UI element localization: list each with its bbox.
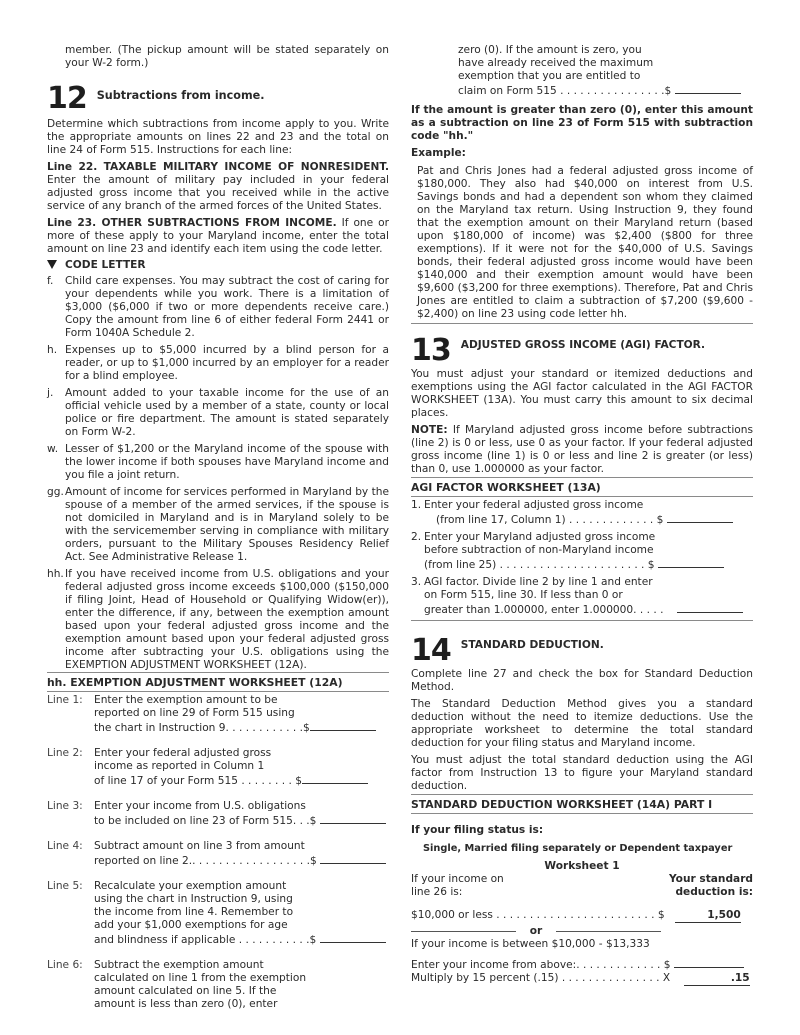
worksheet-13a xyxy=(411,477,753,621)
section-12-header xyxy=(47,81,389,116)
agi-line-2-field[interactable] xyxy=(658,557,724,568)
worksheet-title: hh. EXEMPTION ADJUSTMENT WORKSHEET (12A) xyxy=(47,673,389,692)
section-14-p3: You must adjust the total standard deduction using the AGI factor from Instruction 13 to figure your Maryland standard deduction. xyxy=(411,754,753,792)
code-text: Child care expenses. You may subtract the cost of caring for your dependents while you work. There is a limitation of $3,000 ($6,000 if two or more dependents receive care.) Copy the amount from line 6 of either federal Form 2441 or Form 1040A Schedule 2. xyxy=(65,275,389,339)
code-letter-heading: CODE LETTER xyxy=(47,259,389,272)
worksheet-line-3: Line 3: Enter your income from U.S. obligations to be included on line 23 of Form 515. . .$ xyxy=(47,800,389,828)
worksheet-line-2: Line 2: Enter your federal adjusted gross income as reported in Column 1 of line 17 of your Form 515 . . . . . . . . $ xyxy=(47,747,389,788)
section-13-note: NOTE: If Maryland adjusted gross income before subtractions (line 2) is 0 or less, use 0 as your factor. If your federal adjusted gross income (line 1) is 0 or less and line 2 is greater (or less) than 0, use 1.000000 as your factor. xyxy=(411,424,753,475)
section-14-header xyxy=(411,633,753,668)
line-22-text: Enter the amount of military pay included in your federal adjusted gross income that you received while in the active service of any branch of the armed forces of the United States. xyxy=(47,174,389,212)
intro-continuation: member. (The pickup amount will be stated separately on your W-2 form.) xyxy=(65,44,389,69)
code-letter: gg. xyxy=(47,486,64,498)
multiplier-value: .15 xyxy=(684,972,750,986)
line-22-paragraph xyxy=(47,161,389,213)
line-22-heading: Line 22. TAXABLE MILITARY INCOME OF NONRESIDENT. xyxy=(47,161,389,173)
section-14 xyxy=(411,633,753,793)
section-14-p2: The Standard Deduction Method gives you a standard deduction without the need to itemize deductions. Use the appropriate worksheet to determine the total standard deduction for your filing status and Maryland income. xyxy=(411,698,753,749)
section-14-p1: Complete line 27 and check the box for Standard Deduction Method. xyxy=(411,668,753,693)
code-item-j xyxy=(47,387,389,439)
income-range-label: If your income is between $10,000 - $13,333 xyxy=(411,938,650,950)
section-title: ADJUSTED GROSS INCOME (AGI) FACTOR. xyxy=(460,339,706,351)
agi-item-2: 2. Enter your Maryland adjusted gross income before subtraction of non-Maryland income (from line 25) . . . . . . . . . . . . . . . . . . . . . . $ xyxy=(411,531,753,572)
section-title: Subtractions from income. xyxy=(96,89,265,102)
code-item-hh xyxy=(47,568,389,672)
section-13-header xyxy=(411,333,753,368)
section-12-intro: Determine which subtractions from income apply to you. Write the appropriate amounts on lines 22 and 23 and the total on line 24 of Form 515. Instructions for each line: xyxy=(47,118,389,156)
line-5-amount-field[interactable] xyxy=(320,932,386,943)
agi-line-1-field[interactable] xyxy=(667,512,733,523)
code-list xyxy=(47,275,389,672)
code-letter: h. xyxy=(47,344,58,356)
deduction-column-header: Your standard deduction is: xyxy=(668,873,753,898)
worksheet-title: AGI FACTOR WORKSHEET (13A) xyxy=(411,478,753,497)
agi-item-1: 1. Enter your federal adjusted gross income (from line 17, Column 1) . . . . . . . . . . . . . $ xyxy=(411,499,753,527)
code-text: Amount of income for services performed in Maryland by the spouse of a member of the armed services, if the spouse is not domiciled in Maryland and is in Maryland solely to be with the servicemember serving in compliance with military orders, pursuant to the Military Spouses Residency Relief Act. See Administrative Release 1. xyxy=(65,486,389,563)
multiply-row: Multiply by 15 percent (.15) . . . . . . . . . . . . . . . X .15 xyxy=(411,972,750,984)
line-2-amount-field[interactable] xyxy=(302,773,368,784)
worksheet-14a xyxy=(411,794,753,986)
worksheet-line-1: Line 1: Enter the exemption amount to be reported on line 29 of Form 515 using the chart in Instruction 9. . . . . . . . . . . .$ xyxy=(47,694,389,735)
line-3-amount-field[interactable] xyxy=(320,813,386,824)
line-4-amount-field[interactable] xyxy=(320,853,386,864)
section-12 xyxy=(47,81,389,672)
code-letter: w. xyxy=(47,443,59,455)
code-text: If you have received income from U.S. obligations and your federal adjusted gross income exceeds $100,000 ($150,000 if filing Joint, Head of Household or Qualifying Widow(er)), enter the difference, if any, between the exemption amount based upon your federal adjusted gross income and the exemption amount based upon your federal adjusted gross income after subtracting your U.S. obligations using the EXEMPTION ADJUSTMENT WORKSHEET (12A). xyxy=(65,568,389,671)
worksheet-line-5: Line 5: Recalculate your exemption amount using the chart in Instruction 9, using the income from line 4. Remember to add your $1,000 exemptions for age and blindness if applicable . . . . . . . . . . .$ xyxy=(47,880,389,947)
filing-status: Single, Married filing separately or Dependent taxpayer xyxy=(423,843,733,854)
line-23-paragraph xyxy=(47,217,389,256)
row-10000-or-less: $10,000 or less . . . . . . . . . . . . . . . . . . . . . . . . $ 1,500 xyxy=(411,909,741,921)
worksheet-12a xyxy=(47,672,389,1023)
divider xyxy=(411,620,753,621)
code-text: Expenses up to $5,000 incurred by a blind person for a reader, or up to $1,000 incurred by an employer for a reader for a blind employee. xyxy=(65,344,389,382)
section-13-intro: You must adjust your standard or itemized deductions and exemptions using the AGI factor calculated in the AGI FACTOR WORKSHEET (13A). You must carry this amount to six decimal places. xyxy=(411,368,753,419)
worksheet-line-6: Line 6: Subtract the exemption amount calculated on line 1 from the exemption amount calculated on line 5. If the amount is less than zero (0), enter xyxy=(47,959,307,1010)
income-column-header: If your income on line 26 is: xyxy=(411,873,504,898)
section-number: 13 xyxy=(411,333,451,368)
income-from-above-field[interactable] xyxy=(674,957,744,968)
example-heading: Example: xyxy=(411,147,466,159)
code-letter: hh. xyxy=(47,568,64,580)
line-1-amount-field[interactable] xyxy=(310,720,376,731)
section-title: STANDARD DEDUCTION. xyxy=(460,639,604,651)
example-text: Pat and Chris Jones had a federal adjusted gross income of $180,000. They also had $40,000 on interest from U.S. Savings bonds and had a dependent son whom they claimed on the Maryland tax return. Using Instruction 9, they found that the exemption amount on their Maryland return (based upon $180,000 of income) was $2,400 ($800 for three exemptions). If it were not for the $40,000 of U.S. Savings bonds, their federal adjusted gross income would have been $140,000 and their exemption amount would have been $9,600 ($3,200 for three exemptions). Therefore, Pat and Chris Jones are entitled to claim a subtraction of $7,200 ($9,600 - $2,400) on line 23 using code letter hh. xyxy=(417,165,753,320)
divider xyxy=(411,323,753,324)
code-item-h xyxy=(47,344,389,383)
or-separator: or xyxy=(411,925,661,938)
code-letter: j. xyxy=(47,387,54,399)
filing-status-heading: If your filing status is: xyxy=(411,824,544,836)
greater-than-zero-note: If the amount is greater than zero (0), enter this amount as a subtraction on line 23 of Form 515 with subtraction code "hh." xyxy=(411,104,753,142)
code-item-f xyxy=(47,275,389,340)
agi-factor-field[interactable] xyxy=(677,602,743,613)
worksheet-columns-header xyxy=(411,873,753,899)
worksheet-label: Worksheet 1 xyxy=(544,860,620,872)
line-23-heading: Line 23. OTHER SUBTRACTIONS FROM INCOME. xyxy=(47,217,337,229)
line-23-text: If one or more of these apply to your Maryland income, enter the total amount on line 23 and identify each item using the code letter. xyxy=(47,217,389,255)
code-letter: f. xyxy=(47,275,54,287)
enter-income-row: Enter your income from above:. . . . . . . . . . . . . $ xyxy=(411,957,753,972)
code-text: Lesser of $1,200 or the Maryland income of the spouse with the lower income if both spouses have Maryland income and you file a joint return. xyxy=(65,443,389,481)
code-text: Amount added to your taxable income for the use of an official vehicle used by a member of a state, county or local police or fire department. The amount is stated separately on Form W-2. xyxy=(65,387,389,438)
agi-item-3: 3. AGI factor. Divide line 2 by line 1 and enter on Form 515, line 30. If less than 0 or greater than 1.000000, enter 1.000000. . . . . xyxy=(411,576,753,617)
section-number: 12 xyxy=(47,81,87,116)
line-6-continuation: zero (0). If the amount is zero, you have already received the maximum exemption that you are entitled to claim on Form 515 . . . . . . . . . . . . . . . .$ xyxy=(458,44,753,98)
line-6-amount-field[interactable] xyxy=(675,83,741,94)
worksheet-line-4: Line 4: Subtract amount on line 3 from amount reported on line 2.. . . . . . . . . . . . . . . . . .$ xyxy=(47,840,389,868)
down-triangle-icon xyxy=(47,260,57,269)
code-item-w xyxy=(47,443,389,482)
standard-deduction-amount: 1,500 xyxy=(675,909,741,923)
section-13 xyxy=(411,333,753,476)
code-item-gg xyxy=(47,486,389,564)
worksheet-title: STANDARD DEDUCTION WORKSHEET (14A) PART I xyxy=(411,795,753,814)
section-number: 14 xyxy=(411,633,451,668)
